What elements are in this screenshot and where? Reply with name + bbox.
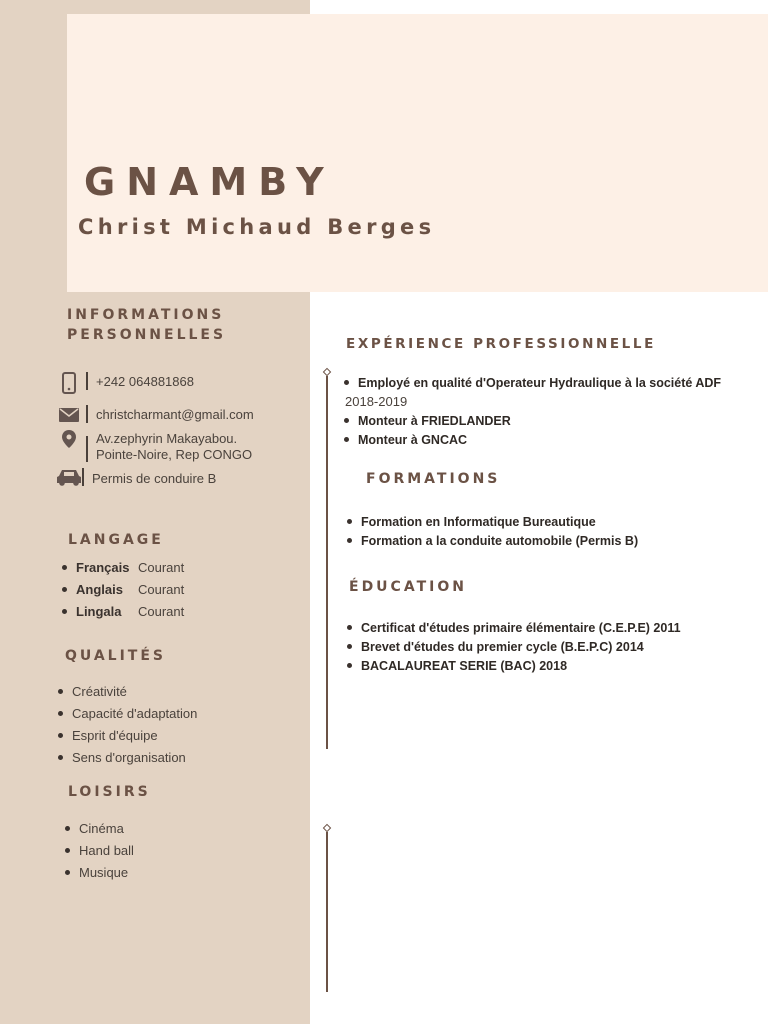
education-title: ÉDUCATION	[349, 579, 467, 595]
training-item: Formation a la conduite automobile (Permis B)	[361, 533, 639, 548]
address	[96, 431, 252, 463]
driving-license: Permis de conduire B	[92, 471, 217, 486]
languages-title: LANGAGE	[68, 532, 164, 548]
education-item: Certificat d'études primaire élémentaire (C.E.P.E) 2011	[361, 620, 681, 635]
list-item	[58, 680, 197, 702]
timeline-marker	[323, 824, 331, 832]
list-item	[347, 618, 681, 637]
list-item	[65, 817, 134, 839]
header-box	[67, 14, 768, 292]
bullet	[344, 437, 349, 442]
bullet	[344, 380, 349, 385]
qualities-title: QUALITÉS	[65, 648, 166, 664]
quality: Esprit d'équipe	[72, 727, 158, 743]
personal-info-title	[67, 305, 226, 345]
bullet	[58, 689, 63, 694]
experience-list	[344, 373, 721, 392]
bullet	[347, 644, 352, 649]
personal-info-title-line2: PERSONNELLES	[67, 327, 227, 343]
bullet	[347, 625, 352, 630]
list-item	[58, 746, 197, 768]
experience-item: Monteur à GNCAC	[358, 432, 468, 447]
location-pin-icon	[56, 430, 82, 448]
last-name: GNAMBY	[84, 160, 335, 204]
mail-icon	[56, 405, 82, 422]
experience-item: Employé en qualité d'Operateur Hydraulique à la société ADF	[358, 375, 722, 390]
bullet	[62, 609, 67, 614]
phone-number: +242 064881868	[96, 374, 194, 389]
language-name: Lingala	[76, 603, 122, 619]
list-item	[62, 556, 184, 578]
list-item	[62, 600, 184, 622]
divider	[86, 405, 88, 423]
bullet	[65, 870, 70, 875]
language-level: Courant	[138, 559, 185, 575]
experience-item: Monteur à FRIEDLANDER	[358, 413, 511, 428]
qualities-list	[58, 680, 197, 768]
contact-phone	[56, 372, 194, 394]
list-item	[347, 656, 681, 675]
hobbies-title: LOISIRS	[68, 784, 151, 800]
education-list	[347, 618, 681, 675]
contact-license	[56, 468, 216, 487]
list-item	[58, 702, 197, 724]
address-line1: Av.zephyrin Makayabou.	[96, 431, 238, 446]
first-names: Christ Michaud Berges	[78, 215, 436, 239]
hobbies-list	[65, 817, 134, 883]
education-item: BACALAUREAT SERIE (BAC) 2018	[361, 658, 568, 673]
languages-list	[62, 556, 184, 622]
training-item: Formation en Informatique Bureautique	[361, 514, 596, 529]
experience-years: 2018-2019	[345, 394, 408, 409]
list-item	[347, 637, 681, 656]
phone-icon	[56, 372, 82, 394]
hobby: Hand ball	[79, 842, 134, 858]
quality: Capacité d'adaptation	[72, 705, 198, 721]
list-item	[58, 724, 197, 746]
timeline-marker	[323, 368, 331, 376]
list-item	[65, 861, 134, 883]
bullet	[347, 519, 352, 524]
quality: Sens d'organisation	[72, 749, 186, 765]
address-line2: Pointe-Noire, Rep CONGO	[96, 447, 253, 462]
education-item: Brevet d'études du premier cycle (B.E.P.C) 2014	[361, 639, 644, 654]
list-item	[347, 531, 638, 550]
personal-info-title-line1: INFORMATIONS	[67, 307, 225, 323]
contact-address	[56, 430, 252, 463]
list-item	[344, 430, 511, 449]
contact-email	[56, 405, 254, 423]
divider	[86, 372, 88, 390]
timeline-line	[326, 376, 328, 749]
list-item	[347, 512, 638, 531]
language-level: Courant	[138, 603, 185, 619]
list-item	[62, 578, 184, 600]
bullet	[58, 711, 63, 716]
language-name: Anglais	[76, 581, 123, 597]
language-name: Français	[76, 559, 130, 575]
language-level: Courant	[138, 581, 185, 597]
bullet	[58, 733, 63, 738]
divider	[86, 436, 88, 462]
divider	[82, 468, 84, 486]
car-icon	[56, 468, 82, 486]
list-item	[344, 373, 721, 392]
bullet	[62, 565, 67, 570]
bullet	[347, 663, 352, 668]
bullet	[62, 587, 67, 592]
list-item	[65, 839, 134, 861]
experience-list-cont	[344, 411, 511, 449]
bullet	[344, 418, 349, 423]
training-title: FORMATIONS	[366, 471, 501, 487]
quality: Créativité	[72, 683, 127, 699]
hobby: Cinéma	[79, 820, 124, 836]
training-list	[347, 512, 638, 550]
bullet	[65, 826, 70, 831]
timeline-line	[326, 832, 328, 992]
email-address: christcharmant@gmail.com	[96, 407, 254, 422]
experience-title: EXPÉRIENCE PROFESSIONNELLE	[346, 336, 656, 352]
list-item	[344, 411, 511, 430]
bullet	[65, 848, 70, 853]
bullet	[347, 538, 352, 543]
bullet	[58, 755, 63, 760]
hobby: Musique	[79, 864, 129, 880]
